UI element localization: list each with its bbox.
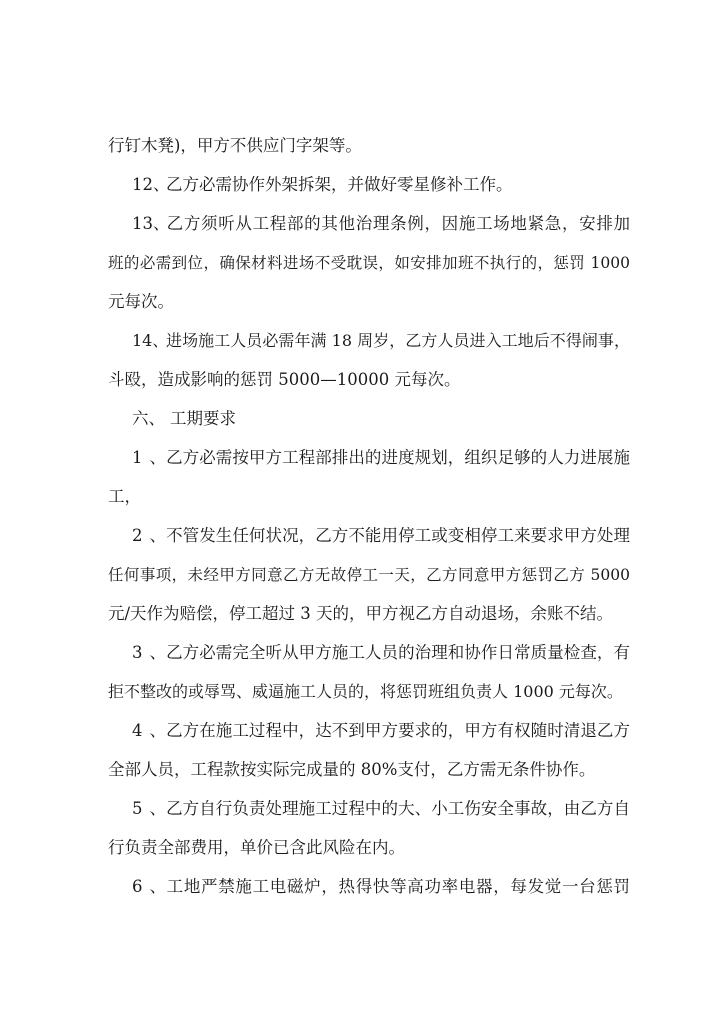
clause-number: 3、: [132, 643, 166, 662]
text-line: 任何事项，未经甲方同意乙方无故停工一天，乙方同意甲方惩罚乙方 5000: [108, 566, 630, 584]
section-heading: [132, 406, 630, 432]
clause-12: [132, 172, 630, 198]
clause-number: 14、: [132, 331, 169, 350]
text-line: 拒不整改的或辱骂、威逼施工人员的，将惩罚班组负责人 1000 元每次。: [108, 682, 623, 701]
clause-number: 12、: [132, 175, 170, 194]
text-line: 元每次。: [108, 292, 174, 311]
text-line: 行负责全部费用，单价已含此风险在内。: [108, 838, 405, 857]
clause-2: [132, 523, 630, 549]
clause-number: 13、: [132, 214, 170, 233]
text-line: 工，: [108, 487, 141, 506]
clause-text: 乙方在施工过程中，达不到甲方要求的，甲方有权随时清退乙方: [166, 721, 630, 740]
clause-4: [132, 718, 630, 744]
clause-text: 不管发生任何状况，乙方不能用停工或变相停工来要求甲方处理: [166, 526, 630, 545]
clause-text: 工地严禁施工电磁炉，热得快等高功率电器，每发觉一台惩罚: [166, 877, 630, 896]
clause-number: 2、: [132, 526, 166, 545]
text-line: 行钉木凳)，甲方不供应门字架等。: [108, 136, 362, 155]
clause-14: [132, 328, 630, 354]
clause-text: 乙方必需协作外架拆架，并做好零星修补工作。: [166, 175, 513, 194]
section-title: 工期要求: [170, 409, 236, 428]
clause-6: [132, 874, 630, 900]
clause-13: [132, 211, 630, 237]
clause-number: 5、: [132, 799, 166, 818]
clause-number: 1、: [132, 448, 166, 467]
section-number: 六、: [132, 409, 165, 428]
clause-text: 进场施工人员必需年满 18 周岁，乙方人员进入工地后不得闹事，: [166, 331, 630, 350]
clause-text: 乙方自行负责处理施工过程中的大、小工伤安全事故，由乙方自: [166, 799, 630, 818]
text-line: 元/天作为赔偿，停工超过 3 天的，甲方视乙方自动退场，余账不结。: [108, 604, 614, 623]
text-line: 全部人员，工程款按实际完成量的 80%支付，乙方需无条件协作。: [108, 760, 596, 779]
clause-text: 乙方必需完全听从甲方施工人员的治理和协作日常质量检查，有: [166, 643, 630, 662]
clause-text: 乙方须听从工程部的其他治理条例，因施工场地紧急，安排加: [166, 214, 630, 233]
text-line: 斗殴，造成影响的惩罚 5000—10000 元每次。: [108, 370, 461, 389]
clause-1: [132, 445, 630, 471]
clause-number: 4、: [132, 721, 166, 740]
text-line: 班的必需到位，确保材料进场不受耽误，如安排加班不执行的，惩罚 1000: [108, 254, 630, 272]
clause-number: 6、: [132, 877, 166, 896]
clause-5: [132, 796, 630, 822]
clause-3: [132, 640, 630, 666]
clause-text: 乙方必需按甲方工程部排出的进度规划，组织足够的人力进展施: [166, 448, 630, 467]
